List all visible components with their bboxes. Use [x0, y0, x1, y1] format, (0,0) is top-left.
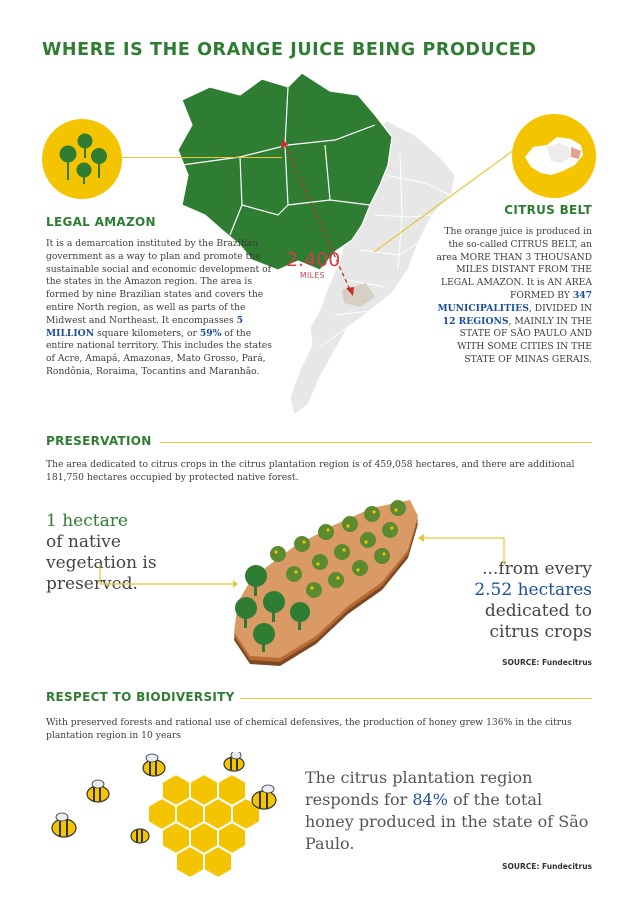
biodiversity-text: With preserved forests and rational use of chemical defensives, the production of honey grew 136% in the citrus plantation region in 10 years [46, 717, 572, 741]
amazon-connector [122, 157, 282, 158]
citrus-belt-heading: CITRUS BELT [504, 203, 592, 217]
honey-text-part: of the total honey produced in the state of São Paulo. [305, 790, 589, 853]
citrus-from-every: ...from every [482, 559, 592, 579]
legal-amazon-text-part: square kilometers, or [94, 327, 200, 339]
native-callout-line [98, 560, 238, 590]
legal-amazon-heading: LEGAL AMAZON [46, 215, 156, 229]
land-illustration [222, 486, 422, 668]
citrus-belt-text [436, 226, 592, 367]
legal-amazon-percent: 59% [199, 327, 222, 339]
legal-amazon-text [46, 238, 272, 379]
native-hectare: 1 hectare [46, 511, 128, 531]
biodiversity-source: SOURCE: Fundecitrus [502, 862, 592, 871]
citrus-belt-text-part: , DIVIDED IN [528, 302, 592, 314]
native-rest: of native vegetation is preserved. [46, 532, 157, 594]
page-title: WHERE IS THE ORANGE JUICE BEING PRODUCED [42, 40, 537, 60]
citrus-hectares: 2.52 hectares [474, 580, 592, 600]
sao-paulo-map-icon [511, 113, 597, 199]
honey-statement [305, 767, 595, 855]
citrus-belt-municipalities: 347 MUNICIPALITIES [437, 289, 592, 314]
preservation-heading: PRESERVATION [46, 434, 152, 448]
citrus-belt-regions: 12 REGIONS [442, 315, 509, 327]
biodiversity-rule [240, 698, 592, 699]
distance-value: 2.400 [286, 249, 341, 271]
honey-percent: 84% [412, 790, 448, 809]
citrus-belt-text-part: The orange juice is produced in the so-called CITRUS BELT, an area MORE THAN 3 THOUSAND MILES DISTANT FROM THE LEGAL AMAZON. It is AN AREA FORMED BY [436, 226, 592, 301]
legal-amazon-text-part: It is a demarcation instituted by the Brazilian government as a way to plan and promote the sustainable social and economic development of the states in the Amazon region. The area is formed by nine Brazilian states and covers the entire North region, as well as parts of the Midwest and Northeast. It encompasses [46, 238, 272, 326]
legal-amazon-text-part: of the entire national territory. This includes the states of Acre, Amapá, Amazonas, Mato Grosso, Pará, Rondônia, Roraima, Tocantins and Maranhão. [46, 327, 272, 377]
legal-amazon-area: 5 MILLION [46, 314, 244, 339]
preservation-text: The area dedicated to citrus crops in the citrus plantation region is of 459,058 hectares, and there are additional 181,750 hectares occupied by protected native forest. [46, 459, 575, 483]
biodiversity-heading: RESPECT TO BIODIVERSITY [46, 690, 235, 704]
distance-unit: MILES [300, 271, 325, 280]
preservation-citrus-callout [440, 559, 592, 643]
preservation-rule [160, 442, 592, 443]
citrus-callout-line [418, 530, 508, 570]
preservation-source: SOURCE: Fundecitrus [502, 658, 592, 667]
honeycomb-bees-illustration [44, 752, 288, 892]
citrus-rest: dedicated to citrus crops [484, 601, 592, 642]
honey-text-part: The citrus plantation region responds for [305, 768, 533, 809]
citrus-belt-text-part: , MAINLY IN THE STATE OF SÃO PAULO AND WITH SOME CITIES IN THE STATE OF MINAS GERAIS. [457, 315, 592, 365]
tree-icon [41, 118, 123, 200]
